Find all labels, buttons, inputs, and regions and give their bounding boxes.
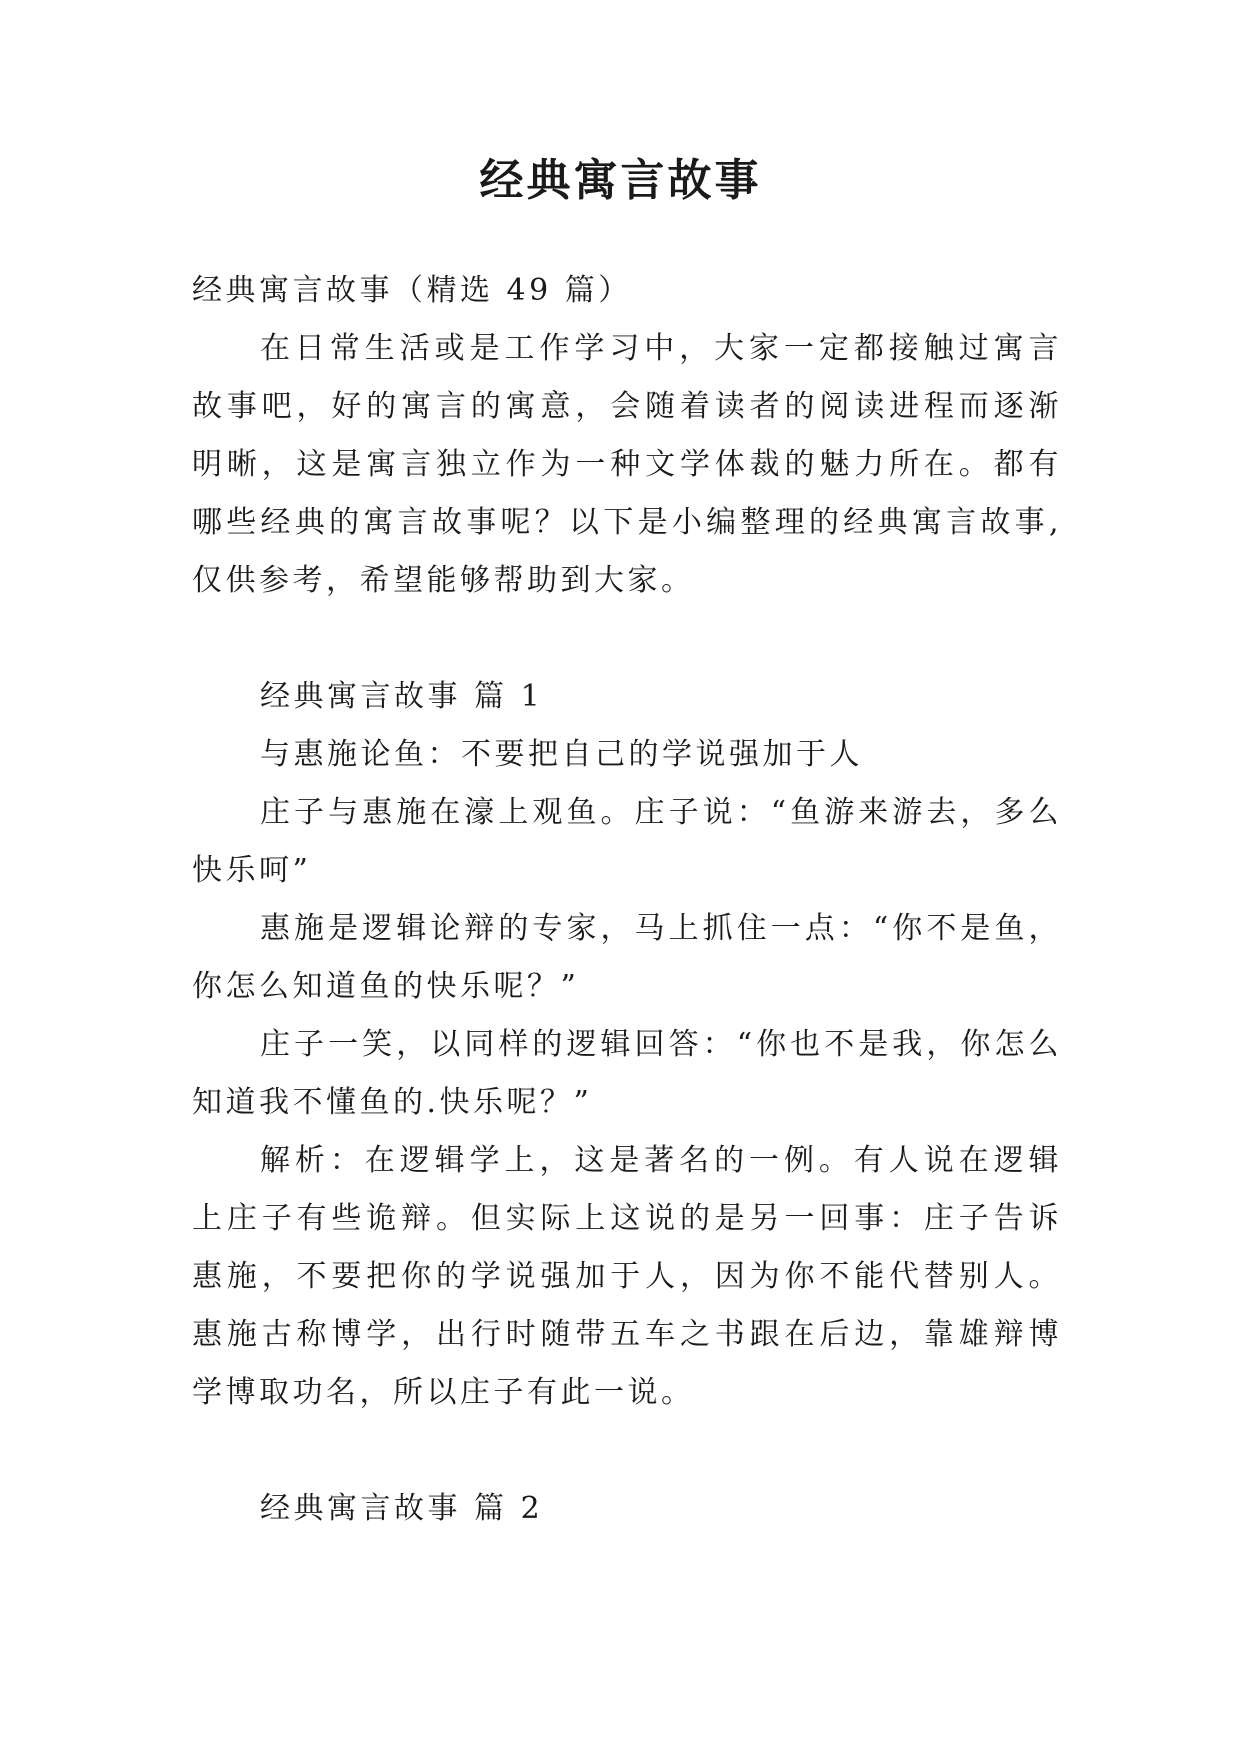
document-body [192,262,1062,1538]
story-paragraph: 庄子一笑，以同样的逻辑回答：“你也不是我，你怎么知道我不懂鱼的.快乐呢？” [192,1027,1062,1120]
spacer [192,610,1062,668]
story-analysis-paragraph: 解析：在逻辑学上，这是著名的一例。有人说在逻辑上庄子有些诡辩。但实际上这说的是另一回事：庄子告诉惠施，不要把你的学说强加于人，因为你不能代替别人。惠施古称博学，出行时随带五车之书跟在后边，靠雄辩博学博取功名，所以庄子有此一说。 [192,1143,1062,1410]
story-paragraph: 庄子与惠施在濠上观鱼。庄子说：“鱼游来游去，多么快乐呵” [192,795,1062,888]
spacer [192,1422,1062,1480]
document-subtitle: 经典寓言故事（精选 49 篇） [192,273,632,308]
document-title: 经典寓言故事 [479,155,762,206]
section-heading-2: 经典寓言故事 篇 2 [260,1491,544,1526]
story-paragraph: 惠施是逻辑论辩的专家，马上抓住一点：“你不是鱼，你怎么知道鱼的快乐呢？” [192,911,1062,1004]
intro-paragraph: 在日常生活或是工作学习中，大家一定都接触过寓言故事吧，好的寓言的寓意，会随着读者的阅读进程而逐渐明晰，这是寓言独立作为一种文学体裁的魅力所在。都有哪些经典的寓言故事呢？以下是小编整理的经典寓言故事,仅供参考，希望能够帮助到大家。 [192,331,1062,598]
story-title-1: 与惠施论鱼：不要把自己的学说强加于人 [260,737,863,772]
section-heading-1: 经典寓言故事 篇 1 [260,679,544,714]
